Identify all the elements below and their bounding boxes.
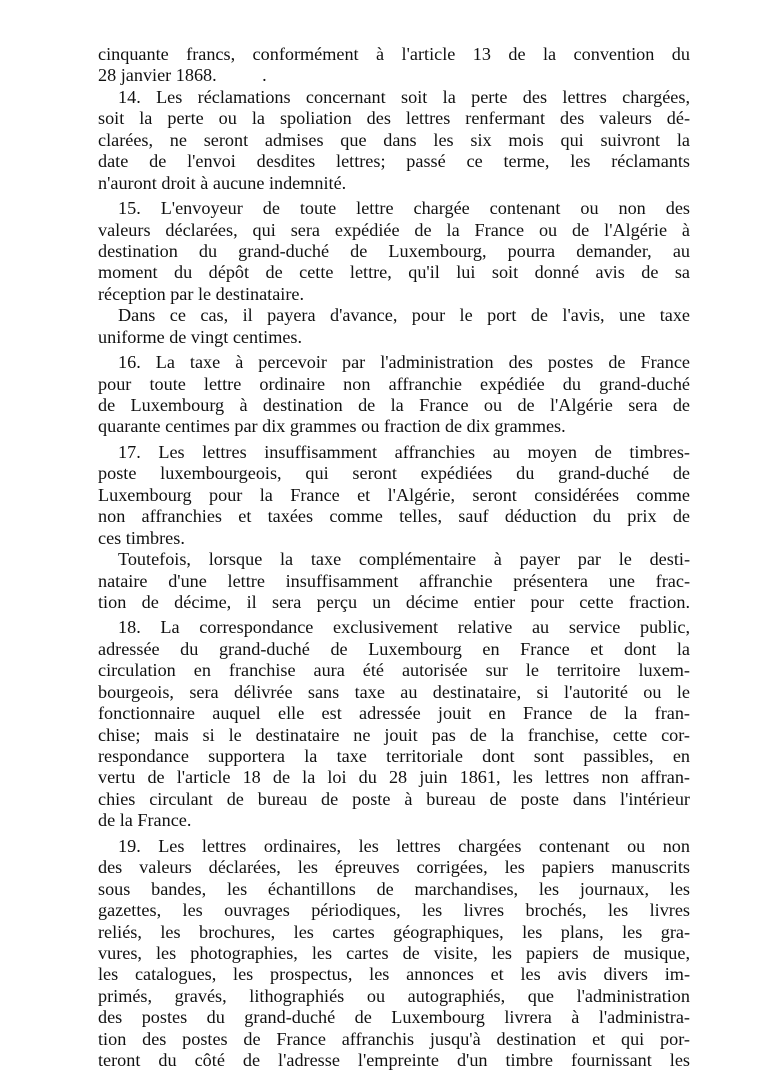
text-line: de Luxembourg à destination de la France ou de l'Algérie sera de: [98, 395, 690, 415]
text-line: clarées, ne seront admises que dans les six mois qui suivront la: [98, 129, 690, 150]
text-line: vertu de l'article 18 de la loi du 28 juin 1861, les lettres non affran-: [98, 767, 690, 788]
text-line: teront du côté de l'adresse l'empreinte d'un timbre fournissant les: [98, 1050, 690, 1071]
text-line: vures, les photographies, les cartes de visite, les papiers de musique,: [98, 942, 690, 963]
text-line: des postes du grand-duché de Luxembourg livrera à l'administra-: [98, 1007, 690, 1028]
text-line: gazettes, les ouvrages périodiques, les livres brochés, les livres: [98, 900, 690, 921]
text-line: pour toute lettre ordinaire non affranchie expédiée du grand-duché: [98, 373, 690, 394]
text-line: bourgeois, sera délivrée sans taxe au destinataire, si l'autorité ou le: [98, 681, 690, 702]
text-line: 14. Les réclamations concernant soit la perte des lettres chargées,: [118, 86, 690, 107]
text-line: respondance supportera la taxe territoriale dont sont passibles, en: [98, 746, 690, 766]
article-19: [98, 836, 690, 1072]
text-line: valeurs déclarées, qui sera expédiée de la France ou de l'Algérie à: [98, 219, 690, 240]
text-line: reliés, les brochures, les cartes géographiques, les plans, les gra-: [98, 921, 690, 942]
article-15-continuation: [98, 305, 690, 348]
text-line: les catalogues, les prospectus, les annonces et les avis divers im-: [98, 964, 690, 985]
text-line: tion des postes de France affranchis jusqu'à destination et qui por-: [98, 1028, 690, 1049]
article-16: [98, 352, 690, 438]
text-line: 16. La taxe à percevoir par l'administration des postes de France: [118, 352, 690, 373]
text-line: date de l'envoi desdites lettres; passé ce terme, les réclamants: [98, 151, 690, 172]
text-line: soit la perte ou la spoliation des lettres renfermant des valeurs dé-: [98, 108, 690, 129]
article-17: [98, 442, 690, 549]
text-line: 15. L'envoyeur de toute lettre chargée contenant ou non des: [118, 198, 690, 219]
text-line: 28 janvier 1868. .: [98, 65, 267, 86]
article-18: [98, 617, 690, 831]
text-line: Dans ce cas, il payera d'avance, pour le port de l'avis, une taxe: [118, 305, 690, 326]
text-line: adressée du grand-duché de Luxembourg en France et dont la: [98, 638, 690, 659]
text-line: poste luxembourgeois, qui seront expédiées du grand-duché de: [98, 463, 690, 484]
text-line: circulation en franchise aura été autorisée sur le territoire luxem-: [98, 660, 690, 681]
text-line: destination du grand-duché de Luxembourg, pourra demander, au: [98, 240, 690, 261]
text-line: non affranchies et taxées comme telles, sauf déduction du prix de: [98, 506, 690, 527]
text-line: fonctionnaire auquel elle est adressée jouit en France de la fran-: [98, 703, 690, 724]
text-line: primés, gravés, lithographiés ou autographiés, que l'administration: [98, 985, 690, 1006]
text-line: tion de décime, il sera perçu un décime entier pour cette fraction.: [98, 591, 690, 612]
text-line: réception par le destinataire.: [98, 283, 305, 304]
article-14: [98, 87, 690, 194]
text-line: sous bandes, les échantillons de marchandises, les journaux, les: [98, 878, 690, 899]
text-line: moment du dépôt de cette lettre, qu'il lui soit donné avis de sa: [98, 262, 690, 283]
text-line: chies circulant de bureau de poste à bureau de poste dans l'intérieur: [98, 788, 690, 809]
text-line: 18. La correspondance exclusivement relative au service public,: [118, 617, 690, 638]
text-line: cinquante francs, conformément à l'article 13 de la convention du: [98, 44, 690, 64]
text-line: uniforme de vingt centimes.: [98, 326, 303, 347]
text-line: ces timbres.: [98, 527, 185, 548]
text-line: quarante centimes par dix grammes ou fraction de dix grammes.: [98, 416, 566, 437]
text-line: des valeurs déclarées, les épreuves corrigées, les papiers manuscrits: [98, 857, 690, 878]
text-line: nataire d'une lettre insuffisamment affranchie présentera une frac-: [98, 570, 690, 591]
article-15: [98, 198, 690, 305]
text-line: 17. Les lettres insuffisamment affranchies au moyen de timbres-: [118, 441, 690, 462]
text-line: 19. Les lettres ordinaires, les lettres chargées contenant ou non: [118, 835, 690, 856]
text-line: Luxembourg pour la France et l'Algérie, seront considérées comme: [98, 484, 690, 505]
article-17-continuation: [98, 549, 690, 613]
text-line: de la France.: [98, 810, 192, 831]
text-line: chise; mais si le destinataire ne jouit pas de la franchise, cette cor-: [98, 724, 690, 745]
text-line: n'auront droit à aucune indemnité.: [98, 172, 347, 193]
document-page: [98, 44, 690, 1072]
text-line: Toutefois, lorsque la taxe complémentaire à payer par le desti-: [118, 549, 690, 570]
paragraph-continuation: [98, 44, 690, 87]
